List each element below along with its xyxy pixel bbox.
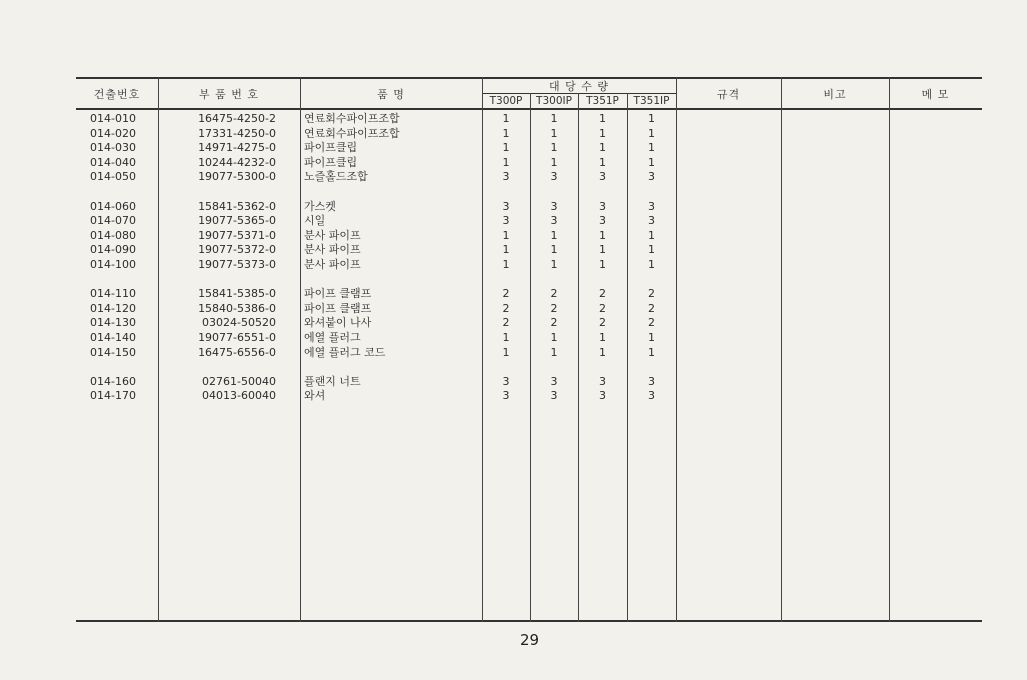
part-no-cell: 19077-5372-0 [198, 243, 276, 257]
qty-cell: 2 [599, 287, 606, 301]
header-model: T300P [489, 95, 523, 107]
qty-cell: 3 [550, 199, 558, 213]
part-no-cell: 19077-5365-0 [198, 214, 276, 228]
item-no-cell: 014-020 [90, 126, 136, 140]
qty-cell: 1 [550, 258, 558, 271]
qty-cell: 1 [648, 126, 655, 140]
part-no-cell: 15840-5386-0 [198, 301, 276, 315]
qty-cell: 1 [599, 331, 606, 344]
part-no-cell: 19077-6551-0 [198, 331, 276, 344]
qty-cell: 2 [550, 287, 558, 301]
item-no-cell: 014-140 [90, 331, 136, 344]
item-no-cell: 014-120 [90, 301, 136, 315]
qty-cell: 1 [648, 228, 655, 242]
col-divider [889, 77, 890, 622]
qty-cell: 3 [550, 214, 558, 228]
part-name-cell: 분사 파이프 [304, 243, 361, 257]
part-name-cell: 분사 파이프 [304, 228, 361, 242]
qty-cell: 3 [599, 199, 606, 213]
qty-cell: 1 [648, 331, 655, 344]
qty-cell: 2 [502, 287, 510, 301]
qty-cell: 1 [599, 243, 606, 257]
part-no-cell: 17331-4250-0 [198, 126, 276, 140]
part-no-cell: 19077-5300-0 [198, 170, 276, 184]
qty-cell: 1 [599, 141, 606, 155]
page-number: 29 [520, 631, 540, 649]
qty-cell: 2 [648, 287, 655, 301]
qty-cell: 1 [599, 126, 606, 140]
part-no-cell: 19077-5373-0 [198, 258, 276, 271]
qty-cell: 3 [648, 170, 655, 184]
part-name-cell: 플랜지 너트 [304, 374, 361, 388]
qty-cell: 3 [502, 214, 510, 228]
qty-cell: 2 [648, 301, 655, 315]
qty-cell: 1 [550, 228, 558, 242]
header-item-no: 건출번호 [93, 88, 141, 101]
part-no-cell: 15841-5362-0 [198, 199, 276, 213]
header-memo: 메 모 [921, 88, 950, 101]
qty-cell: 2 [502, 316, 510, 330]
item-no-cell: 014-010 [90, 112, 136, 125]
part-name-cell: 에열 플러그 코드 [304, 345, 386, 359]
item-no-cell: 014-130 [90, 316, 136, 330]
item-no-cell: 014-090 [90, 243, 136, 257]
qty-cell: 3 [502, 170, 510, 184]
qty-cell: 3 [550, 374, 558, 388]
item-no-cell: 014-070 [90, 214, 136, 228]
qty-cell: 1 [599, 345, 606, 359]
part-name-cell: 시일 [304, 214, 326, 228]
col-divider [300, 77, 301, 622]
item-no-cell: 014-100 [90, 258, 136, 271]
qty-cell: 1 [648, 243, 655, 257]
part-name-cell: 연료회수파이프조합 [304, 112, 400, 125]
qty-cell: 3 [599, 374, 606, 388]
qty-cell: 1 [502, 155, 510, 169]
qty-cell: 2 [648, 316, 655, 330]
part-no-cell: 04013-60040 [202, 389, 276, 403]
qty-cell: 1 [502, 228, 510, 242]
part-name-cell: 노즐홀드조합 [304, 170, 368, 184]
qty-cell: 2 [550, 316, 558, 330]
qty-cell: 1 [502, 141, 510, 155]
header-qty-group: 대 당 수 량 [549, 80, 609, 93]
qty-cell: 1 [599, 258, 606, 271]
item-no-cell: 014-060 [90, 199, 136, 213]
qty-cell: 1 [648, 345, 655, 359]
qty-cell: 1 [502, 258, 510, 271]
qty-cell: 1 [599, 228, 606, 242]
part-name-cell: 가스켓 [304, 199, 336, 213]
table-bottom-rule [76, 620, 982, 622]
qty-cell: 1 [648, 141, 655, 155]
qty-cell: 1 [502, 126, 510, 140]
qty-cell: 3 [550, 170, 558, 184]
qty-cell: 1 [648, 112, 655, 125]
header-model: T351IP [633, 95, 670, 107]
qty-cell: 1 [599, 155, 606, 169]
header-part-no: 부 품 번 호 [199, 88, 259, 101]
part-no-cell: 14971-4275-0 [198, 141, 276, 155]
qty-cell: 3 [648, 389, 655, 403]
header-model: T351P [586, 95, 619, 107]
qty-cell: 3 [648, 374, 655, 388]
header-part-name: 품 명 [377, 88, 405, 101]
qty-cell: 3 [599, 214, 606, 228]
qty-cell: 1 [502, 243, 510, 257]
item-no-cell: 014-170 [90, 389, 136, 403]
item-no-cell: 014-080 [90, 228, 136, 242]
part-name-cell: 파이프 클램프 [304, 301, 372, 315]
qty-cell: 1 [550, 331, 558, 344]
header-model: T300IP [536, 95, 572, 107]
part-no-cell: 03024-50520 [202, 316, 276, 330]
qty-cell: 2 [599, 316, 606, 330]
qty-cell: 1 [550, 345, 558, 359]
qty-cell: 3 [599, 389, 606, 403]
col-divider [781, 77, 782, 622]
qty-cell: 3 [502, 374, 510, 388]
item-no-cell: 014-050 [90, 170, 136, 184]
col-divider [676, 77, 677, 622]
part-name-cell: 연료회수파이프조합 [304, 126, 400, 140]
qty-cell: 1 [502, 331, 510, 344]
part-no-cell: 16475-4250-2 [198, 112, 276, 125]
qty-cell: 1 [648, 155, 655, 169]
header-bottom-rule [76, 108, 982, 110]
part-no-cell: 02761-50040 [202, 374, 276, 388]
part-name-cell: 파이프 클램프 [304, 287, 372, 301]
qty-cell: 1 [550, 155, 558, 169]
part-name-cell: 파이프클립 [304, 155, 358, 169]
qty-cell: 1 [502, 345, 510, 359]
part-name-cell: 와셔 [304, 389, 326, 403]
qty-cell: 3 [599, 170, 606, 184]
qty-cell: 1 [550, 126, 558, 140]
qty-cell: 3 [648, 199, 655, 213]
part-no-cell: 15841-5385-0 [198, 287, 276, 301]
part-no-cell: 19077-5371-0 [198, 228, 276, 242]
qty-cell: 1 [550, 141, 558, 155]
qty-cell: 1 [550, 243, 558, 257]
part-no-cell: 10244-4232-0 [198, 155, 276, 169]
header-remark: 비고 [823, 88, 847, 101]
item-no-cell: 014-110 [90, 287, 136, 301]
qty-cell: 3 [648, 214, 655, 228]
qty-cell: 3 [550, 389, 558, 403]
item-no-cell: 014-160 [90, 374, 136, 388]
qty-cell: 3 [502, 389, 510, 403]
qty-cell: 1 [502, 112, 510, 125]
item-no-cell: 014-150 [90, 345, 136, 359]
part-name-cell: 파이프클립 [304, 141, 358, 155]
part-name-cell: 분사 파이프 [304, 258, 361, 271]
qty-cell: 3 [502, 199, 510, 213]
item-no-cell: 014-040 [90, 155, 136, 169]
parts-table [76, 77, 982, 622]
header-spec: 규격 [716, 88, 741, 101]
qty-cell: 2 [550, 301, 558, 315]
qty-cell: 2 [502, 301, 510, 315]
qty-cell: 2 [599, 301, 606, 315]
item-no-cell: 014-030 [90, 141, 136, 155]
qty-cell: 1 [599, 112, 606, 125]
qty-cell: 1 [550, 112, 558, 125]
part-no-cell: 16475-6556-0 [198, 345, 276, 359]
part-name-cell: 와셔붙이 나사 [304, 316, 372, 330]
part-name-cell: 에열 플러그 [304, 331, 361, 344]
qty-cell: 1 [648, 258, 655, 271]
